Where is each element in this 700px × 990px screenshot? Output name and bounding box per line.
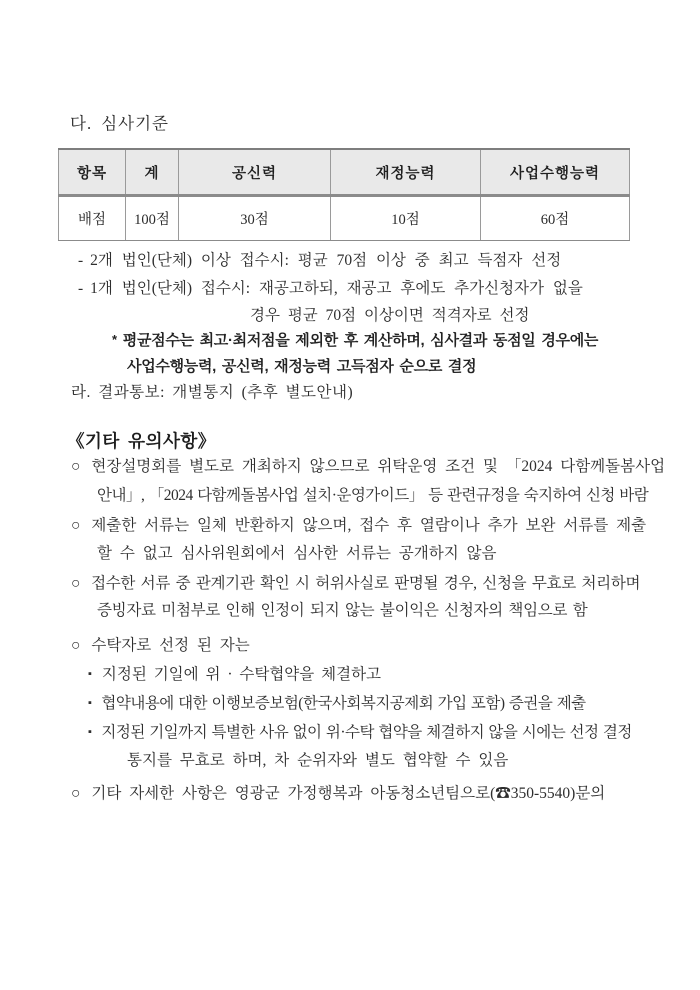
note-text: 1개 법인(단체) 접수시: 재공고하되, 재공고 후에도 추가신청자가 없을 bbox=[90, 280, 583, 297]
table-header-row bbox=[59, 149, 630, 196]
notice-text: 지정된 기일에 위 · 수탁협약을 체결하고 bbox=[101, 666, 382, 683]
notices-heading: 《기타 유의사항》 bbox=[67, 431, 216, 451]
circle-bullet: ○ bbox=[71, 785, 81, 802]
notice-subitem-deadline bbox=[88, 724, 632, 742]
table-cell-finance: 10점 bbox=[331, 196, 481, 241]
notice-item-documents bbox=[71, 517, 646, 535]
notice-text: 협약내용에 대한 이행보증보험(한국사회복지공제회 가입 포함) 증권을 제출 bbox=[101, 695, 586, 712]
notice-text: 접수한 서류 중 관계기관 확인 시 허위사실로 판명될 경우, 신청을 무효로 처리하며 bbox=[91, 575, 641, 592]
notice-item-false-statement-cont: 증빙자료 미첨부로 인해 인정이 되지 않는 불이익은 신청자의 책임으로 함 bbox=[97, 602, 588, 619]
dash-bullet: - bbox=[78, 280, 84, 297]
notice-item-documents-cont: 할 수 없고 심사위원회에서 심사한 서류는 공개하지 않음 bbox=[97, 545, 497, 562]
notice-subitem-agreement bbox=[88, 666, 381, 684]
circle-bullet: ○ bbox=[71, 575, 81, 592]
table-header-total: 계 bbox=[126, 149, 179, 196]
note-one-applicant-cont: 경우 평균 70점 이상이면 적격자로 선정 bbox=[250, 307, 530, 324]
section-d-line: 라. 결과통보: 개별통지 (추후 별도안내) bbox=[71, 384, 354, 401]
notice-text: 기타 자세한 사항은 영광군 가정행복과 아동청소년팀으로(☎350-5540)문의 bbox=[91, 785, 606, 802]
notice-item-selected-trustee bbox=[71, 637, 250, 655]
notice-item-false-statement bbox=[71, 575, 640, 593]
note-two-applicants bbox=[78, 252, 561, 270]
square-bullet: ▪ bbox=[88, 697, 92, 709]
notice-item-briefing bbox=[71, 458, 665, 476]
table-cell-credibility: 30점 bbox=[179, 196, 331, 241]
notice-text: 지정된 기일까지 특별한 사유 없이 위·수탁 협약을 체결하지 않을 시에는 선정 결정 bbox=[101, 724, 632, 741]
asterisk-bullet: * bbox=[112, 332, 117, 347]
table-cell-label: 배점 bbox=[59, 196, 126, 241]
dash-bullet: - bbox=[78, 252, 84, 269]
circle-bullet: ○ bbox=[71, 517, 81, 534]
table-header-capability: 사업수행능력 bbox=[481, 149, 630, 196]
table-row bbox=[59, 196, 630, 241]
notice-text: 제출한 서류는 일체 반환하지 않으며, 접수 후 열람이나 추가 보완 서류를 제출 bbox=[91, 517, 647, 534]
table-header-finance: 재정능력 bbox=[331, 149, 481, 196]
notice-item-briefing-cont: 안내」, 「2024 다함께돌봄사업 설치·운영가이드」 등 관련규정을 숙지하여 신청 바람 bbox=[97, 487, 649, 504]
square-bullet: ▪ bbox=[88, 668, 92, 680]
notice-item-contact bbox=[71, 785, 605, 803]
criteria-table bbox=[58, 148, 630, 241]
table-cell-capability: 60점 bbox=[481, 196, 630, 241]
note-text: 2개 법인(단체) 이상 접수시: 평균 70점 이상 중 최고 득점자 선정 bbox=[90, 252, 562, 269]
square-bullet: ▪ bbox=[88, 726, 92, 738]
table-header-credibility: 공신력 bbox=[179, 149, 331, 196]
circle-bullet: ○ bbox=[71, 458, 81, 475]
note-average-score-cont: 사업수행능력, 공신력, 재정능력 고득점자 순으로 결정 bbox=[127, 358, 477, 375]
circle-bullet: ○ bbox=[71, 637, 81, 654]
notice-subitem-deadline-cont: 통지를 무효로 하며, 차 순위자와 별도 협약할 수 있음 bbox=[127, 752, 509, 769]
notice-subitem-insurance bbox=[88, 695, 586, 713]
note-text: 평균점수는 최고·최저점을 제외한 후 계산하며, 심사결과 동점일 경우에는 bbox=[122, 332, 599, 349]
note-one-applicant bbox=[78, 280, 583, 298]
section-c-heading: 다. 심사기준 bbox=[70, 114, 169, 133]
notice-text: 수탁자로 선정 된 자는 bbox=[91, 637, 250, 654]
table-header-item: 항목 bbox=[59, 149, 126, 196]
note-average-score bbox=[112, 332, 598, 349]
table-cell-total: 100점 bbox=[126, 196, 179, 241]
notice-text: 현장설명회를 별도로 개최하지 않으므로 위탁운영 조건 및 「2024 다함께돌봄사업 bbox=[91, 458, 666, 475]
